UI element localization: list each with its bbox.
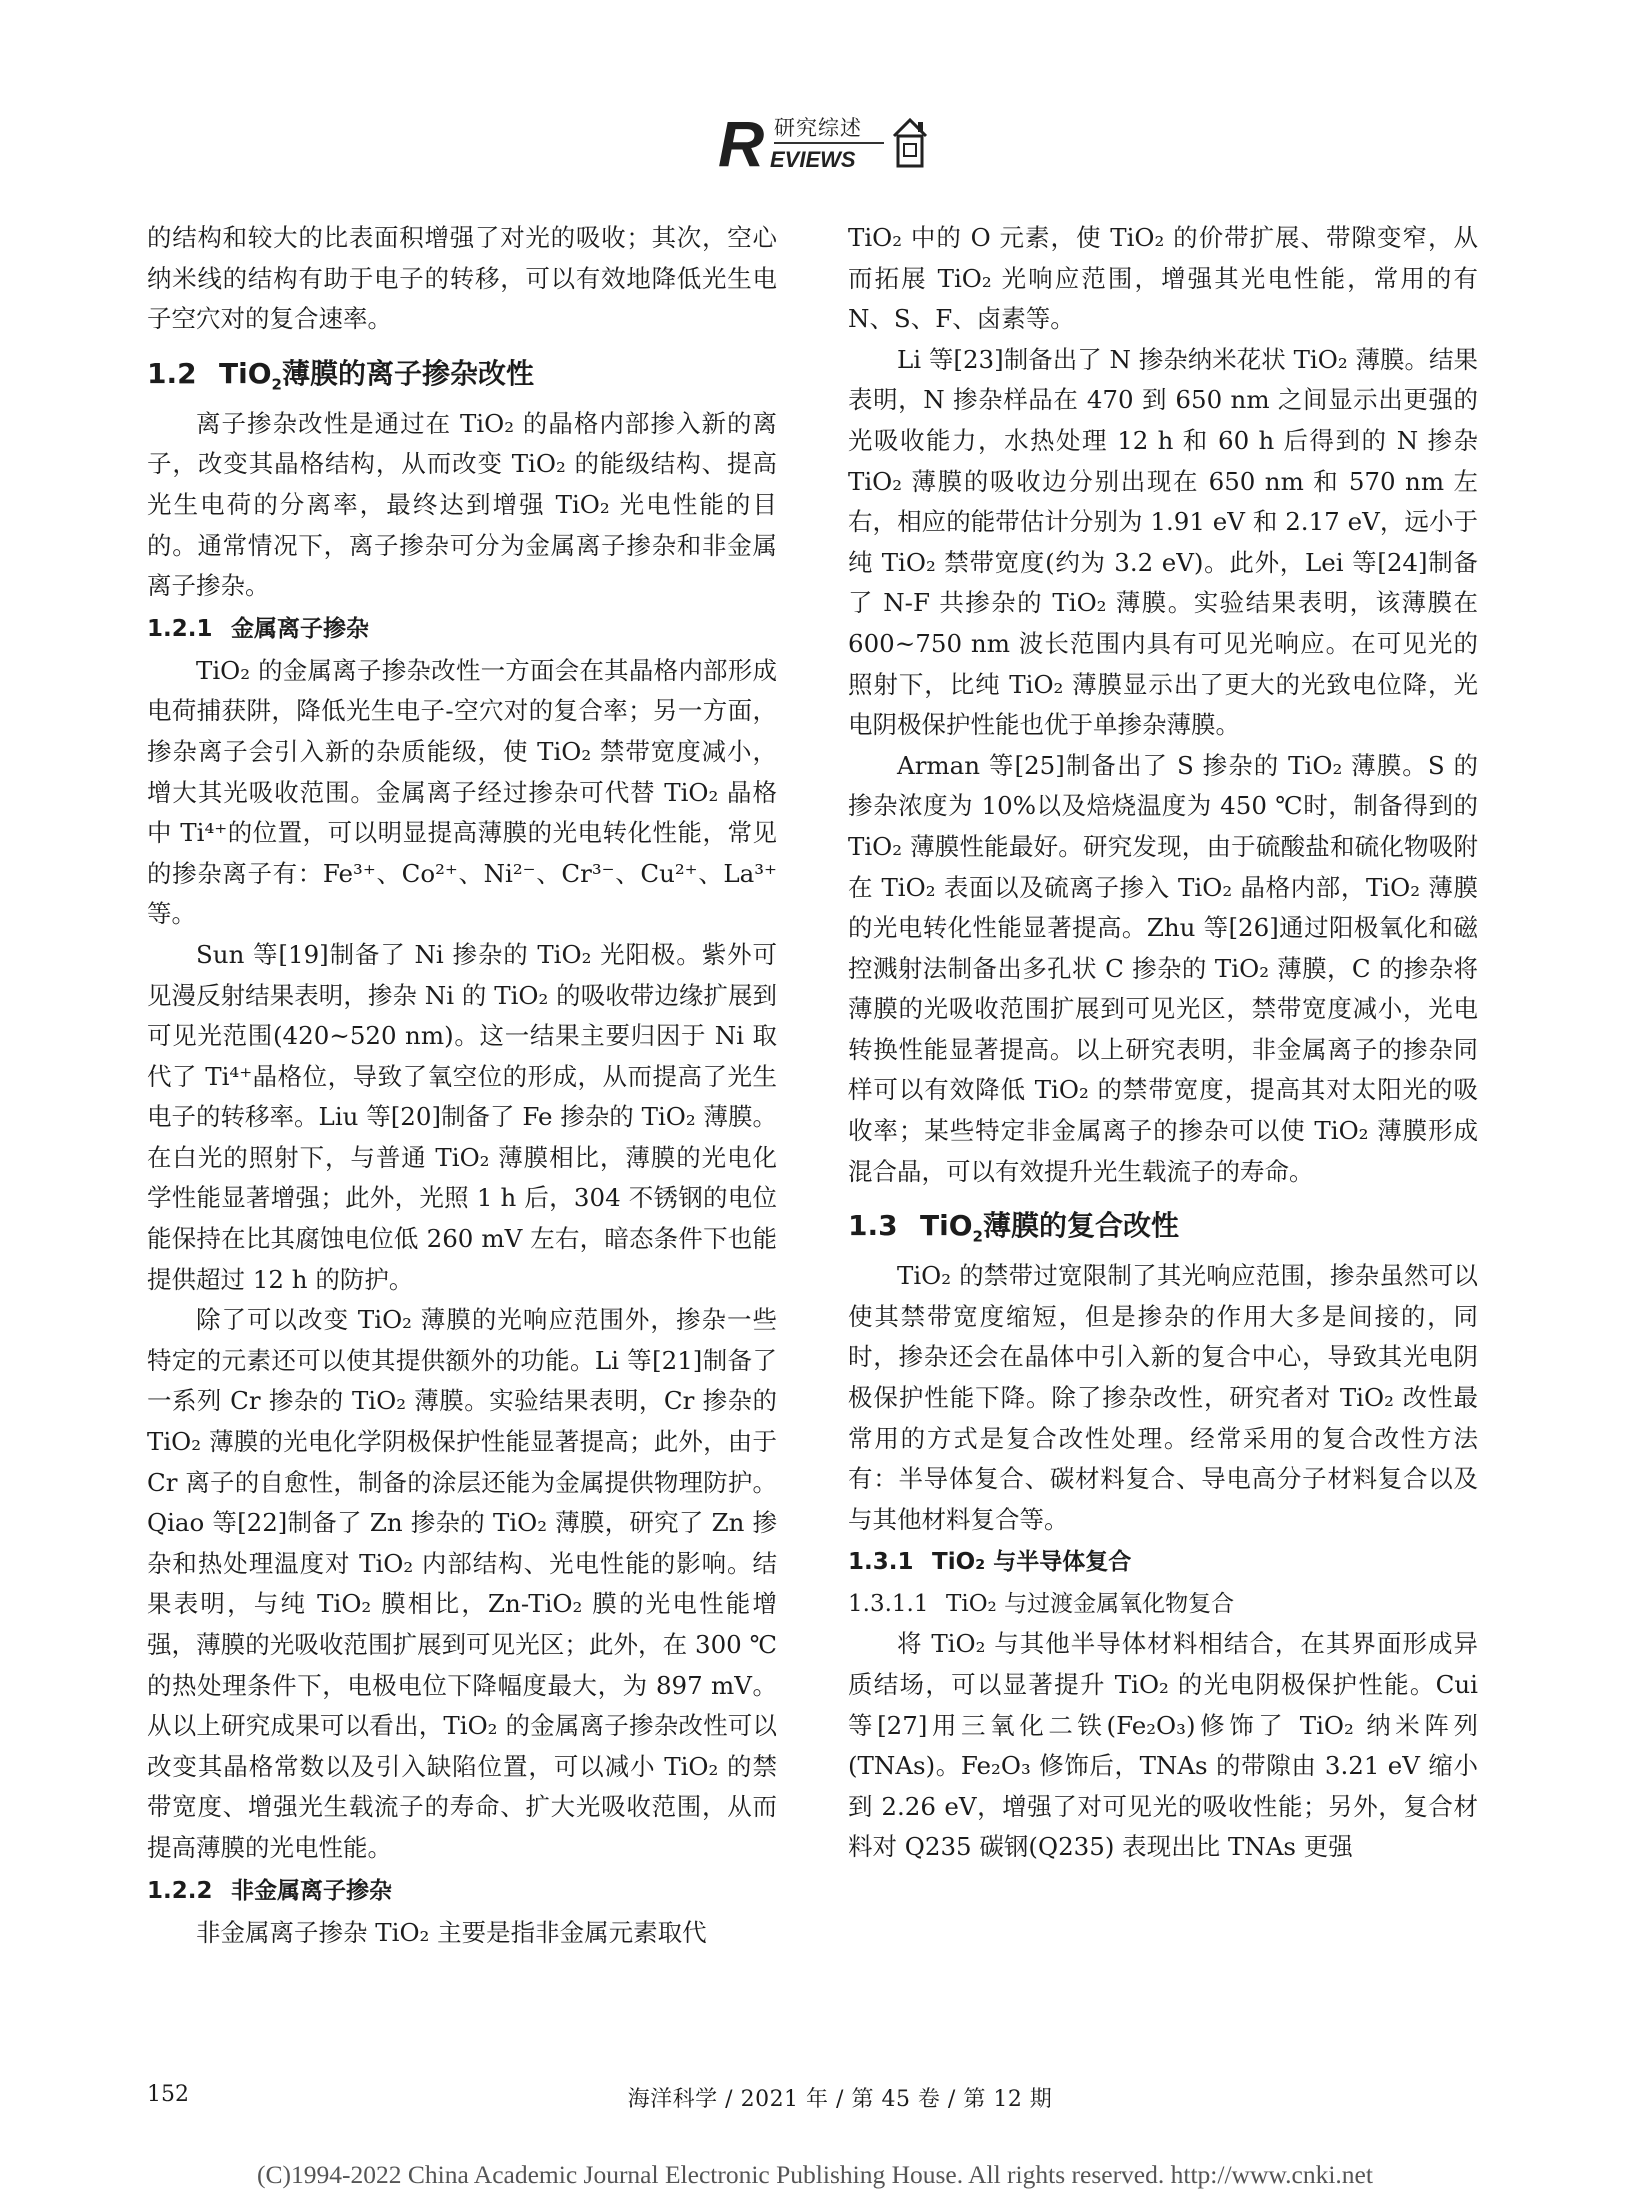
logo-rule <box>774 142 884 144</box>
paragraph: 将 TiO₂ 与其他半导体材料相结合，在其界面形成异质结场，可以显著提升 TiO₂ 的光电阴极保护性能。Cui 等[27]用三氧化二铁(Fe₂O₃)修饰了 TiO₂ 纳米阵列(TNAs)。Fe₂O₃ 修饰后，TNAs 的带隙由 3.21 eV 缩小到 2.26 eV，增强了对可见光的吸收性能；另外，复合材料对 Q235 碳钢(Q235) 表现出比 TNAs 更强 <box>848 1629 1478 1862</box>
paragraph: Sun 等[19]制备了 Ni 掺杂的 TiO₂ 光阳极。紫外可见漫反射结果表明，掺杂 Ni 的 TiO₂ 的吸收带边缘扩展到可见光范围(420~520 nm)。这一结果主要归因于 Ni 取代了 Ti⁴⁺晶格位，导致了氧空位的形成，从而提高了光生电子的转移率。Liu 等[20]制备了 Fe 掺杂的 TiO₂ 薄膜。在白光的照射下，与普通 TiO₂ 薄膜相比，薄膜的光电化学性能显著增强；此外，光照 1 h 后，304 不锈钢的电位能保持在比其腐蚀电位低 260 mV 左右，暗态条件下也能提供超过 12 h 的防护。 <box>147 939 777 1294</box>
journal-section-logo <box>718 108 938 184</box>
page-number: 152 <box>147 2082 189 2107</box>
section-heading-1-2-2: 1.2.2 非金属离子掺杂 <box>147 1877 392 1904</box>
paragraph: 非金属离子掺杂 TiO₂ 主要是指非金属元素取代 <box>196 1917 707 1947</box>
paragraph: 离子掺杂改性是通过在 TiO₂ 的晶格内部掺入新的离子，改变其晶格结构，从而改变 TiO₂ 的能级结构、提高光生电荷的分离率，最终达到增强 TiO₂ 光电性能的目的。通常情况下，离子掺杂可分为金属离子掺杂和非金属离子掺杂。 <box>147 408 777 601</box>
paragraph: Li 等[23]制备出了 N 掺杂纳米花状 TiO₂ 薄膜。结果表明，N 掺杂样品在 470 到 650 nm 之间显示出更强的光吸收能力，水热处理 12 h 和 60 h 后得到的 N 掺杂 TiO₂ 薄膜的吸收边分别出现在 650 nm 和 570 nm 左右，相应的能带估计分别为 1.91 eV 和 2.17 eV，远小于纯 TiO₂ 禁带宽度(约为 3.2 eV)。此外，Lei 等[24]制备了 N-F 共掺杂的 TiO₂ 薄膜。实验结果表明，该薄膜在 600~750 nm 波长范围内具有可见光响应。在可见光的照射下，比纯 TiO₂ 薄膜显示出了更大的光致电位降，光电阴极保护性能也优于单掺杂薄膜。 <box>848 344 1478 740</box>
journal-citation: 海洋科学 / 2021 年 / 第 45 卷 / 第 12 期 <box>627 2087 1053 2112</box>
logo-letter: R <box>718 108 765 180</box>
paragraph: 的结构和较大的比表面积增强了对光的吸收；其次，空心纳米线的结构有助于电子的转移，可以有效地降低光生电子空穴对的复合速率。 <box>147 223 777 334</box>
paragraph: 除了可以改变 TiO₂ 薄膜的光响应范围外，掺杂一些特定的元素还可以使其提供额外的功能。Li 等[21]制备了一系列 Cr 掺杂的 TiO₂ 薄膜。实验结果表明，Cr 掺杂的 TiO₂ 薄膜的光电化学阴极保护性能显著提高；此外，由于 Cr 离子的自愈性，制备的涂层还能为金属提供物理防护。Qiao 等[22]制备了 Zn 掺杂的 TiO₂ 薄膜，研究了 Zn 掺杂和热处理温度对 TiO₂ 内部结构、光电性能的影响。结果表明，与纯 TiO₂ 膜相比，Zn-TiO₂ 膜的光电性能增强，薄膜的光吸收范围扩展到可见光区；此外，在 300 ℃的热处理条件下，电极电位下降幅度最大，为 897 mV。从以上研究成果可以看出，TiO₂ 的金属离子掺杂改性可以改变其晶格常数以及引入缺陷位置，可以减小 TiO₂ 的禁带宽度、增强光生载流子的寿命、扩大光吸收范围，从而提高薄膜的光电性能。 <box>147 1305 777 1862</box>
copyright-line: (C)1994-2022 China Academic Journal Electronic Publishing House. All rights reserved. http://www.cnki.net <box>257 2160 1373 2189</box>
section-heading-1-3-1-1: 1.3.1.1 TiO₂ 与过渡金属氧化物复合 <box>848 1591 1235 1618</box>
section-heading-1-3-1: 1.3.1 TiO₂ 与半导体复合 <box>848 1549 1132 1576</box>
house-icon <box>890 114 930 170</box>
right-column <box>848 218 1478 1868</box>
section-heading-1-2: 1.2 TiO$_2$薄膜的离子掺杂改性 <box>147 356 534 394</box>
section-heading-1-3: 1.3 TiO$_2$薄膜的复合改性 <box>848 1209 1179 1246</box>
paragraph: TiO₂ 的金属离子掺杂改性一方面会在其晶格内部形成电荷捕获阱，降低光生电子-空穴对的复合率；另一方面，掺杂离子会引入新的杂质能级，使 TiO₂ 禁带宽度减小，增大其光吸收范围。金属离子经过掺杂可代替 TiO₂ 晶格中 Ti⁴⁺的位置，可以明显提高薄膜的光电转化性能，常见的掺杂离子有：Fe³⁺、Co²⁺、Ni²⁻、Cr³⁻、Cu²⁺、La³⁺等。 <box>147 655 777 929</box>
paragraph: TiO₂ 中的 O 元素，使 TiO₂ 的价带扩展、带隙变窄，从而拓展 TiO₂ 光响应范围，增强其光电性能，常用的有 N、S、F、卤素等。 <box>848 223 1478 334</box>
paragraph: TiO₂ 的禁带过宽限制了其光响应范围，掺杂虽然可以使其禁带宽度缩短，但是掺杂的作用大多是间接的，同时，掺杂还会在晶体中引入新的复合中心，导致其光电阴极保护性能下降。除了掺杂改性，研究者对 TiO₂ 改性最常用的方式是复合改性处理。经常采用的复合改性方法有：半导体复合、碳材料复合、导电高分子材料复合以及与其他材料复合等。 <box>848 1261 1478 1534</box>
logo-section-name-cn: 研究综述 <box>774 116 862 140</box>
paragraph: Arman 等[25]制备出了 S 掺杂的 TiO₂ 薄膜。S 的掺杂浓度为 10%以及焙烧温度为 450 ℃时，制备得到的 TiO₂ 薄膜性能最好。研究发现，由于硫酸盐和硫化物吸附在 TiO₂ 表面以及硫离子掺入 TiO₂ 晶格内部，TiO₂ 薄膜的光电转化性能显著提高。Zhu 等[26]通过阳极氧化和磁控溅射法制备出多孔状 C 掺杂的 TiO₂ 薄膜，C 的掺杂将薄膜的光吸收范围扩展到可见光区，禁带宽度减小，光电转换性能显著提高。以上研究表明，非金属离子的掺杂同样可以有效降低 TiO₂ 的禁带宽度，提高其对太阳光的吸收率；某些特定非金属离子的掺杂可以使 TiO₂ 薄膜形成混合晶，可以有效提升光生载流子的寿命。 <box>848 750 1478 1186</box>
section-heading-1-2-1: 1.2.1 金属离子掺杂 <box>147 615 369 642</box>
logo-section-name-en: EVIEWS <box>770 147 856 172</box>
left-column <box>147 218 777 1953</box>
